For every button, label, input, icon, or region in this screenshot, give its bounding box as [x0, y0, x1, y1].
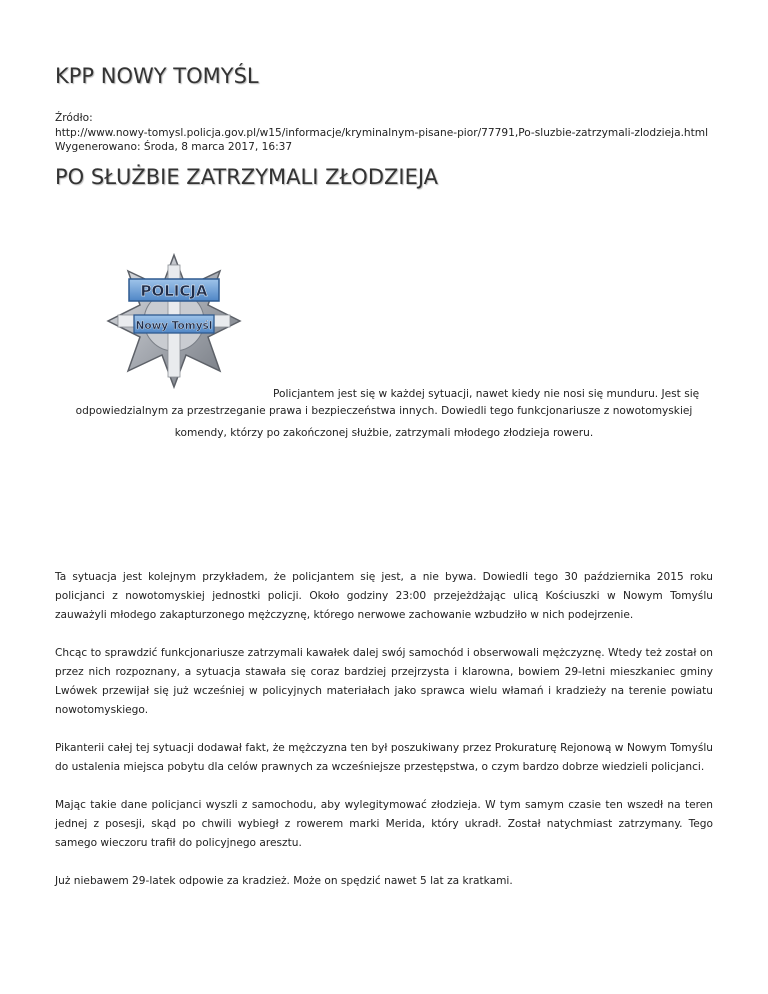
- lead-line: Policjantem jest się w każdej sytuacji, nawet kiedy nie nosi się munduru. Jest się: [273, 388, 700, 400]
- badge-bottom-text: Nowy Tomyśl: [135, 320, 213, 332]
- body-paragraph: Chcąc to sprawdzić funkcjonariusze zatrzymali kawałek dalej swój samochód i obserwowali mężczyznę. Wtedy też został on przez nich rozpoznany, a sytuacja stawała się coraz bardziej przejrzysta i klarowna, bowiem 29-letni mieszkaniec gminy Lwówek przewijał się już wcześniej w policyjnych materiałach jako sprawca wielu włamań i kradzieży na terenie powiatu nowotomyskiego.: [55, 647, 713, 716]
- article-body: [55, 568, 713, 910]
- generated-date: Wygenerowano: Środa, 8 marca 2017, 16:37: [55, 141, 293, 153]
- source-url: http://www.nowy-tomysl.policja.gov.pl/w15/informacje/kryminalnym-pisane-pior/77791,Po-sluzbie-zatrzymali-zlodzieja.html: [55, 126, 709, 139]
- lead-line: odpowiedzialnym za przestrzeganie prawa i bezpieczeństwa innych. Dowiedli tego funkcjonariusze z nowotomyskiej: [75, 405, 693, 417]
- badge-top-text: POLICJA: [140, 282, 208, 300]
- article-lead: [55, 386, 713, 442]
- body-paragraph: Mając takie dane policjanci wyszli z samochodu, aby wylegitymować złodzieja. W tym samym czasie ten wszedł na teren jednej z posesji, skąd po chwili wybiegł z rowerem marki Merida, który ukradł. Został natychmiast zatrzymany. Tego samego wieczoru trafił do policyjnego aresztu.: [55, 799, 713, 849]
- article-title: PO SŁUŻBIE ZATRZYMALI ZŁODZIEJA: [55, 165, 439, 189]
- source-label: Źródło:: [55, 112, 93, 124]
- body-paragraph: Pikanterii całej tej sytuacji dodawał fakt, że mężczyzna ten był poszukiwany przez Prokuraturę Rejonową w Nowym Tomyślu do ustalenia miejsca pobytu dla celów prawnych za wcześniejsze przestępstwa, o czym bardzo dobrze wiedzieli policjanci.: [55, 742, 713, 773]
- body-paragraph: Ta sytuacja jest kolejnym przykładem, że policjantem się jest, a nie bywa. Dowiedli tego 30 października 2015 roku policjanci z nowotomyskiej jednostki policji. Około godziny 23:00 przejeżdżając ulicą Kościuszki w Nowym Tomyślu zauważyli młodego zakapturzonego mężczyznę, którego nerwowe zachowanie wzbudziło w nich podejrzenie.: [55, 571, 713, 621]
- body-paragraph: Już niebawem 29-latek odpowie za kradzież. Może on spędzić nawet 5 lat za kratkami.: [55, 875, 513, 887]
- source-meta: [55, 111, 708, 155]
- site-title: KPP NOWY TOMYŚL: [55, 64, 259, 88]
- lead-line: komendy, którzy po zakończonej służbie, zatrzymali młodego złodzieja roweru.: [174, 427, 594, 439]
- police-badge-image: [104, 251, 244, 391]
